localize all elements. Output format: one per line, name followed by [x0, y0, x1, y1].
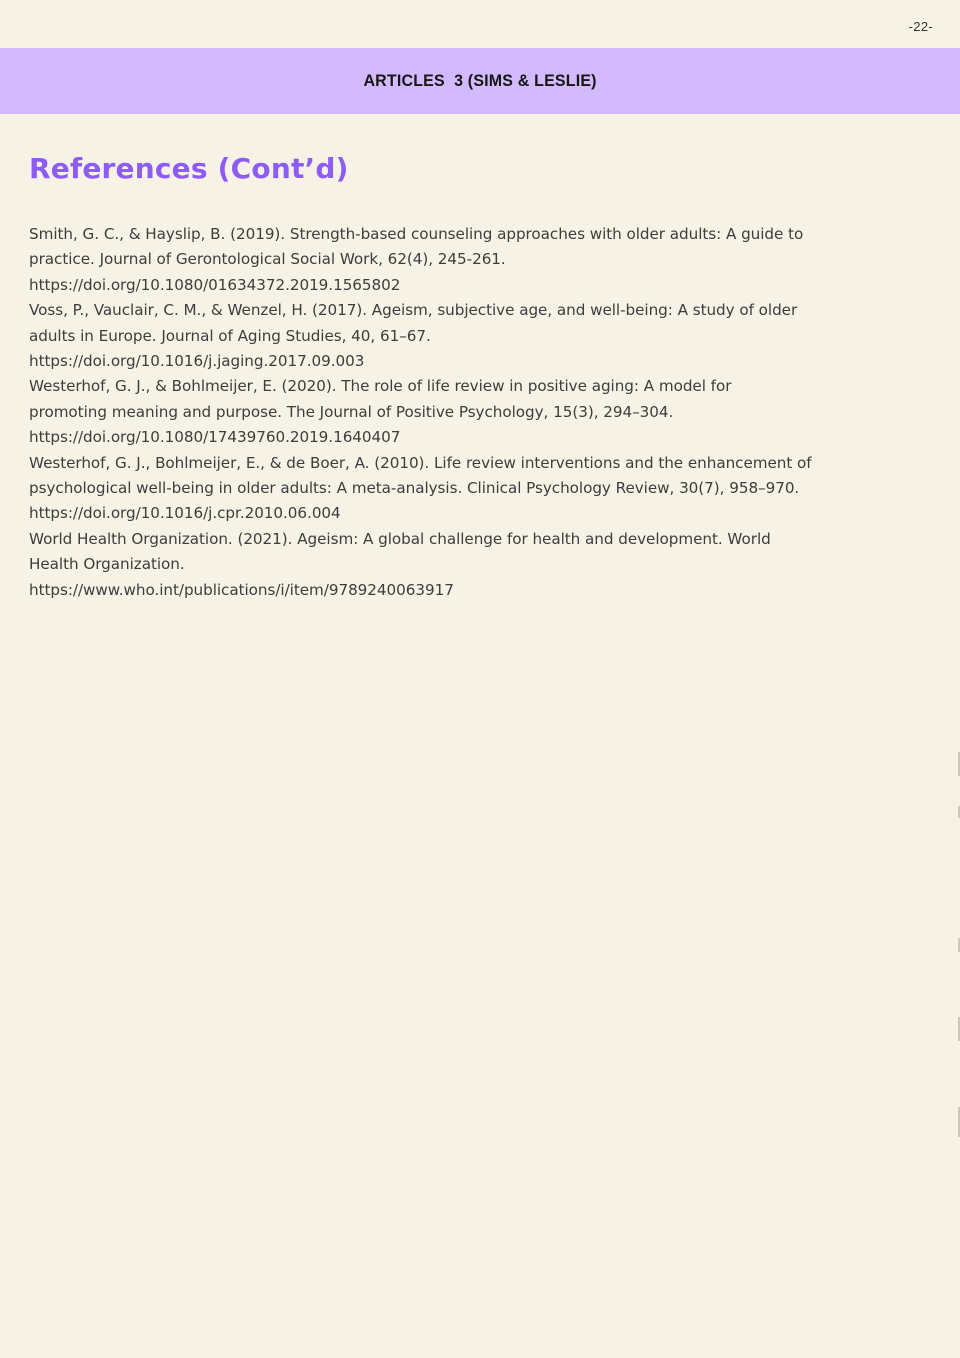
reference-entry-who-2021 [29, 527, 934, 603]
reference-text-line: Smith, G. C., & Hayslip, B. (2019). Strength-based counseling approaches with older adults: A guide to [29, 225, 804, 243]
reference-text-line: Westerhof, G. J., & Bohlmeijer, E. (2020). The role of life review in positive aging: A model for [29, 377, 732, 396]
reference-text-line: adults in Europe. Journal of Aging Studies, 40, 61–67. [29, 326, 431, 345]
reference-list [29, 222, 934, 603]
page-number: -22- [908, 19, 933, 34]
reference-doi-link[interactable]: https://doi.org/10.1016/j.jaging.2017.09.003 [29, 352, 365, 371]
reference-text-line: World Health Organization. (2021). Ageism: A global challenge for health and development. World [29, 529, 771, 548]
reference-text-line: practice. Journal of Gerontological Social Work, 62(4), 245-261. [29, 250, 506, 269]
reference-text-line: Voss, P., Vauclair, C. M., & Wenzel, H. (2017). Ageism, subjective age, and well-being: A study of older [29, 301, 798, 320]
reference-entry-westerhof-2010 [29, 451, 934, 527]
reference-doi-link[interactable]: https://doi.org/10.1016/j.cpr.2010.06.004 [29, 504, 341, 523]
reference-doi-link[interactable]: https://www.who.int/publications/i/item/9789240063917 [29, 580, 454, 599]
reference-entry-westerhof-2020 [29, 374, 934, 450]
reference-entry-voss-2017 [29, 298, 934, 374]
reference-text-line: psychological well-being in older adults: A meta-analysis. Clinical Psychology Review, 30(7), 958–970. [29, 479, 800, 498]
reference-text-line: Westerhof, G. J., Bohlmeijer, E., & de Boer, A. (2010). Life review interventions and the enhancement of [29, 453, 812, 472]
reference-doi-link[interactable]: https://doi.org/10.1080/17439760.2019.1640407 [29, 428, 401, 447]
reference-text-line: Health Organization. [29, 555, 185, 574]
article-header-title: ARTICLES 3 (SIMS & LESLIE) [363, 71, 597, 90]
article-header-band [0, 48, 960, 114]
reference-entry-smith-2019 [29, 222, 934, 298]
reference-text-line: promoting meaning and purpose. The Journal of Positive Psychology, 15(3), 294–304. [29, 402, 674, 421]
section-heading: References (Cont’d) [29, 152, 349, 185]
reference-doi-link[interactable]: https://doi.org/10.1080/01634372.2019.1565802 [29, 275, 401, 294]
